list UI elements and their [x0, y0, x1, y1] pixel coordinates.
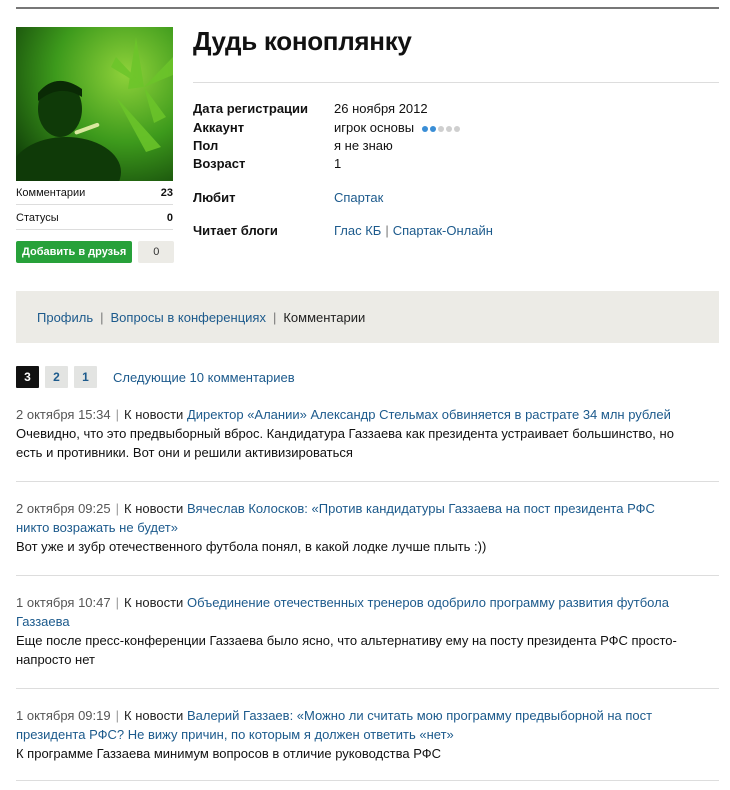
account-label: Аккаунт	[193, 120, 245, 135]
comment-item	[16, 405, 719, 462]
comment-divider	[16, 780, 719, 781]
news-link-continued[interactable]: президента РФС? Не вижу причин, по которым я должен ответить «нет»	[16, 727, 454, 742]
level-dot-filled	[430, 126, 436, 132]
add-friend-group	[16, 241, 174, 263]
comment-divider	[16, 481, 719, 482]
stat-value: 0	[166, 211, 173, 224]
news-link-continued[interactable]: Газзаева	[16, 614, 70, 629]
meta-separator: |	[115, 501, 120, 516]
level-dot-filled	[422, 126, 428, 132]
title-divider	[193, 82, 719, 83]
news-link[interactable]: Валерий Газзаев: «Можно ли считать мою программу предвыборной на пост	[186, 708, 653, 723]
tab-divider: |	[100, 309, 104, 325]
comment-item	[16, 593, 719, 669]
comment-item	[16, 499, 719, 556]
comment-text-line: Очевидно, что это предвыборный вброс. Кандидатура Газзаева как президента устраивает большинство, но	[16, 426, 674, 441]
comment-header	[16, 593, 719, 612]
comment-divider	[16, 688, 719, 689]
page-button-current[interactable]: 3	[16, 366, 39, 388]
account-value-row	[334, 120, 460, 135]
comment-item	[16, 706, 719, 763]
comment-context: К новости	[124, 708, 184, 723]
next-page-link[interactable]: Следующие 10 комментариев	[113, 369, 295, 385]
meta-separator: |	[115, 708, 120, 723]
stat-value: 23	[160, 186, 173, 199]
comment-text-line: К программе Газзаева минимум вопросов в отличие руководства РФС	[16, 746, 441, 761]
tab-profile[interactable]: Профиль	[37, 309, 94, 325]
account-level-indicator	[422, 126, 460, 132]
comment-text-line: есть и противники. Вот они и решили активизироваться	[16, 445, 353, 460]
blogs-value-row	[334, 223, 493, 238]
avatar-image	[16, 27, 173, 181]
comment-text-line: Еще после пресс-конференции Газзаева было ясно, что альтернативу ему на посту президента РФС просто-	[16, 633, 677, 648]
comment-text-line: напросто нет	[16, 652, 95, 667]
gender-value: я не знаю	[334, 138, 393, 153]
comment-context: К новости	[124, 595, 184, 610]
comment-divider	[16, 575, 719, 576]
add-friend-button[interactable]: Добавить в друзья	[16, 241, 132, 263]
tab-divider: |	[272, 309, 277, 325]
news-link[interactable]: Директор «Алании» Александр Стельмах обвиняется в растрате 34 млн рублей	[186, 407, 671, 422]
comment-date: 1 октября 10:47	[16, 595, 111, 610]
registration-label: Дата регистрации	[193, 101, 309, 116]
tab-comments[interactable]: Комментарии	[283, 309, 366, 325]
meta-separator: |	[115, 595, 120, 610]
tab-questions[interactable]: Вопросы в конференциях	[110, 309, 266, 325]
level-dot-empty	[446, 126, 452, 132]
age-value: 1	[334, 156, 342, 171]
comment-date: 2 октября 09:25	[16, 501, 111, 516]
page-button[interactable]: 2	[45, 366, 68, 388]
age-label: Возраст	[193, 156, 246, 171]
registration-value: 26 ноября 2012	[334, 101, 428, 116]
profile-tabs	[16, 291, 719, 343]
gender-label: Пол	[193, 138, 219, 153]
comment-context: К новости	[124, 407, 184, 422]
stat-label: Комментарии	[16, 186, 86, 199]
likes-link[interactable]: Спартак	[334, 190, 384, 205]
comment-header	[16, 499, 719, 518]
likes-label: Любит	[193, 190, 236, 205]
comment-text-line: Вот уже и зубр отечественного футбола понял, в какой лодке лучше плыть :))	[16, 539, 487, 554]
page-title: Дудь коноплянку	[193, 26, 412, 56]
top-divider	[16, 7, 719, 9]
pagination	[16, 366, 295, 388]
news-link-continued[interactable]: никто возражать не будет»	[16, 520, 178, 535]
stat-comments[interactable]	[16, 181, 173, 205]
avatar	[16, 27, 173, 181]
stat-label: Статусы	[16, 211, 59, 224]
blogs-label: Читает блоги	[193, 223, 278, 238]
comment-context: К новости	[124, 501, 184, 516]
news-link[interactable]: Объединение отечественных тренеров одобрило программу развития футбола	[186, 595, 669, 610]
meta-separator: |	[115, 407, 120, 422]
blog-separator: |	[385, 223, 389, 238]
account-value: игрок основы	[334, 120, 415, 135]
level-dot-empty	[438, 126, 444, 132]
comment-header	[16, 405, 719, 424]
stat-statuses[interactable]	[16, 206, 173, 230]
friends-count: 0	[138, 241, 174, 263]
likes-value-row	[334, 190, 383, 205]
blog-link[interactable]: Спартак-Онлайн	[392, 223, 493, 238]
page-button[interactable]: 1	[74, 366, 97, 388]
level-dot-empty	[454, 126, 460, 132]
comment-date: 2 октября 15:34	[16, 407, 111, 422]
blog-link[interactable]: Глас КБ	[334, 223, 382, 238]
news-link[interactable]: Вячеслав Колосков: «Против кандидатуры Газзаева на пост президента РФС	[186, 501, 655, 516]
comment-header	[16, 706, 719, 725]
comment-date: 1 октября 09:19	[16, 708, 111, 723]
